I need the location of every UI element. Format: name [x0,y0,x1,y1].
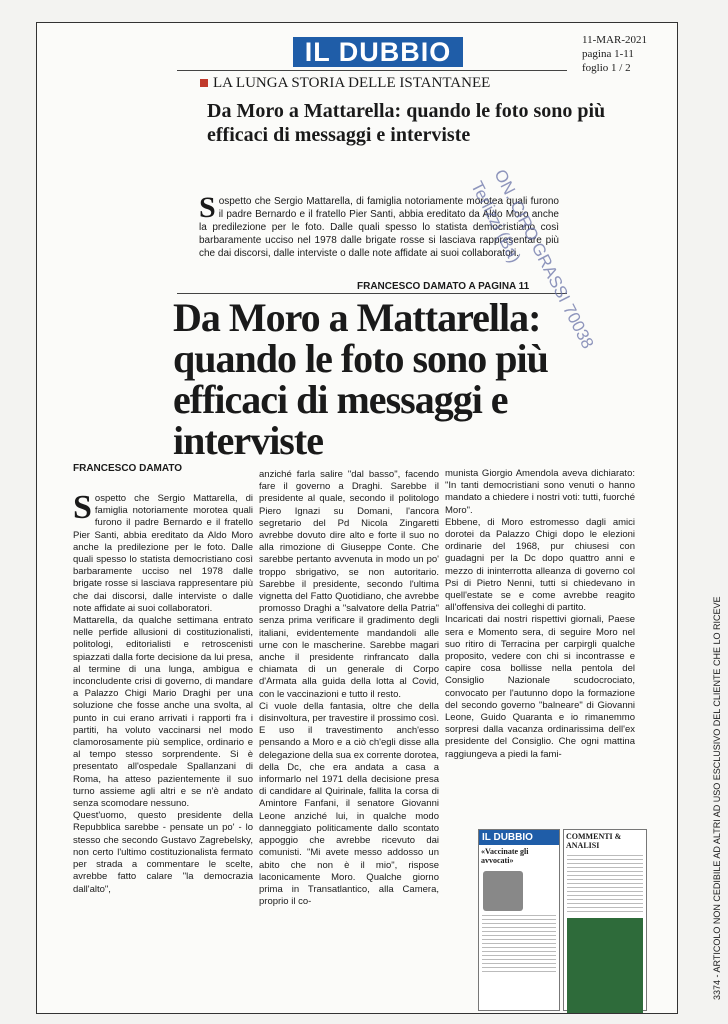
ink-stamp: ON. CIRO GRASSI 70038 Terlizzi (Ba) [467,166,598,352]
newspaper-logo: IL DUBBIO [293,37,463,67]
paragraph: Quest'uomo, questo presidente della Repubblica sarebbe - pensate un po' - lo stesso che secondo Gustavo Zagrebelsky, non certo l'ultimo costituzionalista fermato per strada a commentare le scelte, avrebbe fatto calare "la democrazia dall'alto", [73,810,253,895]
clip-sheet: foglio 1 / 2 [582,62,631,74]
article-column-3 [445,468,635,761]
kicker [200,75,490,92]
teaser-title: Da Moro a Mattarella: quando le foto sono più efficaci di messaggi e interviste [207,100,606,146]
thumbnail-logo: IL DUBBIO [479,830,559,845]
thumbnail-text-lines [482,915,556,975]
article-column-2 [259,469,439,908]
paragraph: munista Giorgio Amendola aveva dichiarato: "In tanti democristiani sono venuti o hanno mandato a chiedere i nostri voti: tutti, fuorché Moro". [445,468,635,516]
thumbnail-section-label: COMMENTI & ANALISI [566,832,622,850]
article-column-1 [73,489,253,896]
paragraph: Ebbene, di Moro estromesso dagli amici dorotei da Palazzo Chigi dopo le elezioni ordinarie del 1968, pur chiusesi con guadagni per la Dc dopo quattro anni e mezzo di ininterrotta alleanza di governo col Psi di Pietro Nenni, tutti si chiedevano in quell'estate se e come avrebbe reagito all'offensiva dei colleghi di partito. [445,516,635,614]
clipping-meta [582,33,647,75]
clipping-frame [36,22,678,1014]
thumbnail-photo [483,871,523,911]
article-byline: FRANCESCO DAMATO [73,463,183,474]
clip-date: 11-MAR-2021 [582,34,647,46]
teaser-text: ospetto che Sergio Mattarella, di famiglia notoriamente morotea quali furono il padre Bernardo e il fratello Pier Santi, abbia ereditato da Aldo Moro anche la predilezione per le foto. Dalle quali spesso lo statista democristiano così barbaramente ucciso nel 1978 dalle brigate rosse si lasciava rappresentare più che dai discorsi, dalle interviste o dalle note affidate ai suoi collaboratori. [199,196,559,259]
paragraph: anziché farla salire "dal basso", facendo fare il governo a Draghi. Sarebbe il presidente al quale, secondo il politologo Piero Ignazi su Domani, l'ancora segretario del Pd Nicola Zingaretti avrebbe dovuto dire alto e forte il suo no alla rimozione di Giuseppe Conte. Che sarebbe pertanto avvenuta in modo un po' troppo sbrigativo, se non autoritario. Sarebbe il presidente, secondo l'ultima vignetta del Fatto Quotidiano, che avrebbe promosso Draghi a "salvatore della Patria" senza prima verificare il gradimento degli italiani, evidentemente mandandoli alle urne con le mascherine. Sarebbe magari anche il presidente rinfrancato dalla chiamata di un generale di Corpo d'Armata alla guida della lotta al Covid, con le vaccinazioni e tutto il resto. [259,469,439,700]
thumbnail-text-lines [567,855,643,915]
teaser-byline: FRANCESCO DAMATO A PAGINA 11 [357,281,530,292]
front-page-thumbnail [478,829,560,1011]
clip-page: pagina 1-11 [582,48,634,60]
kicker-square-icon [200,79,208,87]
article-dropcap: S [73,489,92,526]
inner-page-thumbnail [563,829,647,1011]
main-title: Da Moro a Mattarella: quando le foto sono più efficaci di messaggi e interviste [173,295,548,463]
divider [177,293,567,294]
paragraph: Mattarella, da qualche settimana entrato nelle perfide allusioni di costituzionalisti, politologi, editorialisti e retroscenisti spiazzati dalla forte decisione da lui presa, al termine di una lunga, ambigua e inconcludente crisi di governo, di mandare a Palazzo Chigi Mario Draghi per una soluzione che fosse anche una svolta, al punto in cui erano arrivati i rapporti fra i partiti, ha voluto vaccinarsi nel modo clamorosamente più semplice, ordinario e al tempo stesso sorprendente. Si è presentato all'ospedale Spallanzani di Roma, ha atteso pazientemente il suo turno assieme agli altri e se n'è andato senza scomodare nessuno. [73,615,253,810]
paragraph: Ci vuole della fantasia, oltre che della disinvoltura, per travestire il prossimo così. E uso il travestimento anch'esso pensando a Moro e a ciò ch'egli disse alla delegazione della sua ex corrente dorotea, della Dc, che era andata a casa a informarlo nel 1971 della decisione presa di candidare al Quirinale, fallita la corsa di Amintore Fanfani, il senatore Giovanni Leone anziché lui, in qualche modo danneggiato politicamente dallo scontato appoggio che avrebbe ricevuto dai comunisti. "Mi avete messo addosso un abito che non è il mio", rispose laconicamente Moro. Qualche giorno prima in Transatlantico, alla Camera, proprio il co- [259,700,439,908]
paragraph: ospetto che Sergio Mattarella, di famiglia notoriamente morotea quali furono il padre Bernardo e il fratello Pier Santi, abbia ereditato da Aldo Moro anche la predilezione per le foto. Dalle quali spesso lo statista democristiano così barbaramente ucciso nel 1978 dalle brigate rosse si lasciava rappresentare più che dai discorsi, dalle interviste o dalle note affidate ai suoi collaboratori. [73,493,253,614]
thumbnail-headline: «Vaccinate gli avvocati» [481,847,529,865]
kicker-text: LA LUNGA STORIA DELLE ISTANTANEE [213,75,491,91]
teaser-dropcap: S [199,191,216,224]
paragraph: Incaricati dai nostri rispettivi giornali, Paese sera e Momento sera, di seguire Moro nel suo ritiro di Terracina per carpirgli qualche proposito, vedere con chi si incontrasse e capire cosa bollisse nella pentola del Consiglio Nazionale scudocrociato, convocato per l'autunno dopo la formazione del secondo governo "balneare" di Giovanni Leone, Guido Quaranta e io rimanemmo sorpresi dalla vacanza ordinarissima dell'ex presidente del Consiglio. Che ogni mattina raggiungeva a piedi la fami- [445,614,635,760]
thumbnail-green-block [567,918,643,1013]
divider [177,70,567,71]
side-copyright-note: 3374 - ARTICOLO NON CEDIBILE AD ALTRI AD USO ESCLUSIVO DEL CLIENTE CHE LO RICEVE [712,596,722,1000]
